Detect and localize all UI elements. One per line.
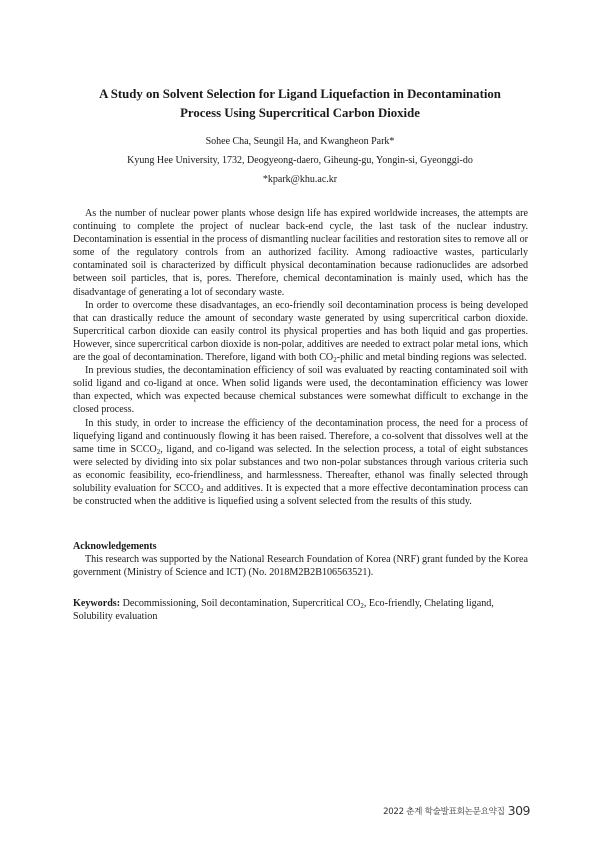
abstract-body	[73, 207, 528, 508]
acknowledgements-heading: Acknowledgements	[73, 541, 157, 552]
page-number: 309	[507, 803, 530, 818]
paragraph-2	[73, 299, 528, 364]
corresponding-email: *kpark@khu.ac.kr	[262, 174, 338, 185]
paragraph-2-text: In order to overcome these disadvantages, an eco-friendly soil decontamination process is being developed that can drastically reduce the amount of secondary waste generated by using supercritical carbon dioxide. Supercritical carbon dioxide can easily control its physical properties and has both liquid and gas properties. However, since supercritical carbon dioxide is non-polar, additives are needed to extract polar metal ions, which are the goal of decontamination. Therefore, ligand with both	[73, 299, 528, 364]
paragraph-1: As the number of nuclear power plants whose design life has expired worldwide increases, the attempts are continuing to complete the project of nuclear back-end cycle, the last task of the nuclear industry. Decontamination is essential in the process of dismantling nuclear facilities and restoration sites to remove all or some of the regulatory controls from an authorized facility. Among radioactive wastes, particularly contaminated soil is characterized by difficult physical decontamination because radionuclides are adsorbed between soil particles, that is, pores. Therefore, chemical decontamination is mainly used, which has the disadvantage of generating a lot of secondary waste.	[73, 208, 528, 298]
acknowledgements-text: This research was supported by the National Research Foundation of Korea (NRF) grant funded by the Korea government (Ministry of Science and ICT) (No. 2018M2B2B106563521).	[73, 554, 528, 579]
author-list: Sohee Cha, Seungil Ha, and Kwangheon Park*	[205, 136, 395, 147]
title-line-1: A Study on Solvent Selection for Ligand Liquefaction in Decontamination	[99, 87, 501, 101]
proceedings-title: 2022 춘계 학술발표회논문요약집	[383, 807, 505, 817]
page-footer	[383, 800, 530, 819]
paper-title	[60, 85, 540, 123]
acknowledgements-section	[73, 540, 528, 579]
keywords-text-a: Decommissioning, Soil decontamination, Supercritical CO	[120, 598, 361, 609]
affiliation: Kyung Hee University, 1732, Deogyeong-daero, Giheung-gu, Yongin-si, Gyeonggi-do	[127, 155, 473, 166]
subscript: 2	[200, 486, 204, 495]
keywords-text-b: , Eco-friendly, Chelating ligand, Solubility evaluation	[73, 598, 494, 623]
paragraph-4	[73, 417, 528, 509]
paragraph-4-text-c: and additives. It is expected that a more effective decontamination process can be constructed when the additive is liquefied using a solvent selected from the results of this study.	[73, 482, 528, 508]
subscript: 2	[156, 447, 161, 456]
keywords-line	[73, 597, 528, 623]
paragraph-2-tail: -philic and metal binding regions was selected.	[336, 352, 527, 364]
co2-formula: $CO_2$	[319, 352, 337, 365]
subscript: 2	[360, 602, 364, 610]
keywords-label: Keywords:	[73, 598, 121, 609]
paragraph-4-text-b: , ligand, and co-ligand was selected. In the selection process, a total of eight substances were selected by dividing into six polar substances and two non-polar substances through various criteria such as economic feasibility, eco-friendliness, and harmlessness. Thereafter, ethanol was finally selected through solubility evaluation for SCCO	[73, 443, 528, 494]
title-line-2: Process Using Supercritical Carbon Dioxide	[180, 106, 420, 120]
paragraph-3: In previous studies, the decontamination efficiency of soil was evaluated by reacting contaminated soil with solid ligand and co-ligand at once. When solid ligands were used, the decontamination efficiency was lower than expected, which was expected because chemical substances were somewhat difficult to exchange in the closed process.	[73, 365, 528, 416]
paragraph-4-text-a: In this study, in order to increase the efficiency of the decontamination process, the need for a process of liquefying ligand and continuously flowing it has been raised. Therefore, a co-solvent that dissolves well at the same time in SCCO	[73, 417, 528, 455]
